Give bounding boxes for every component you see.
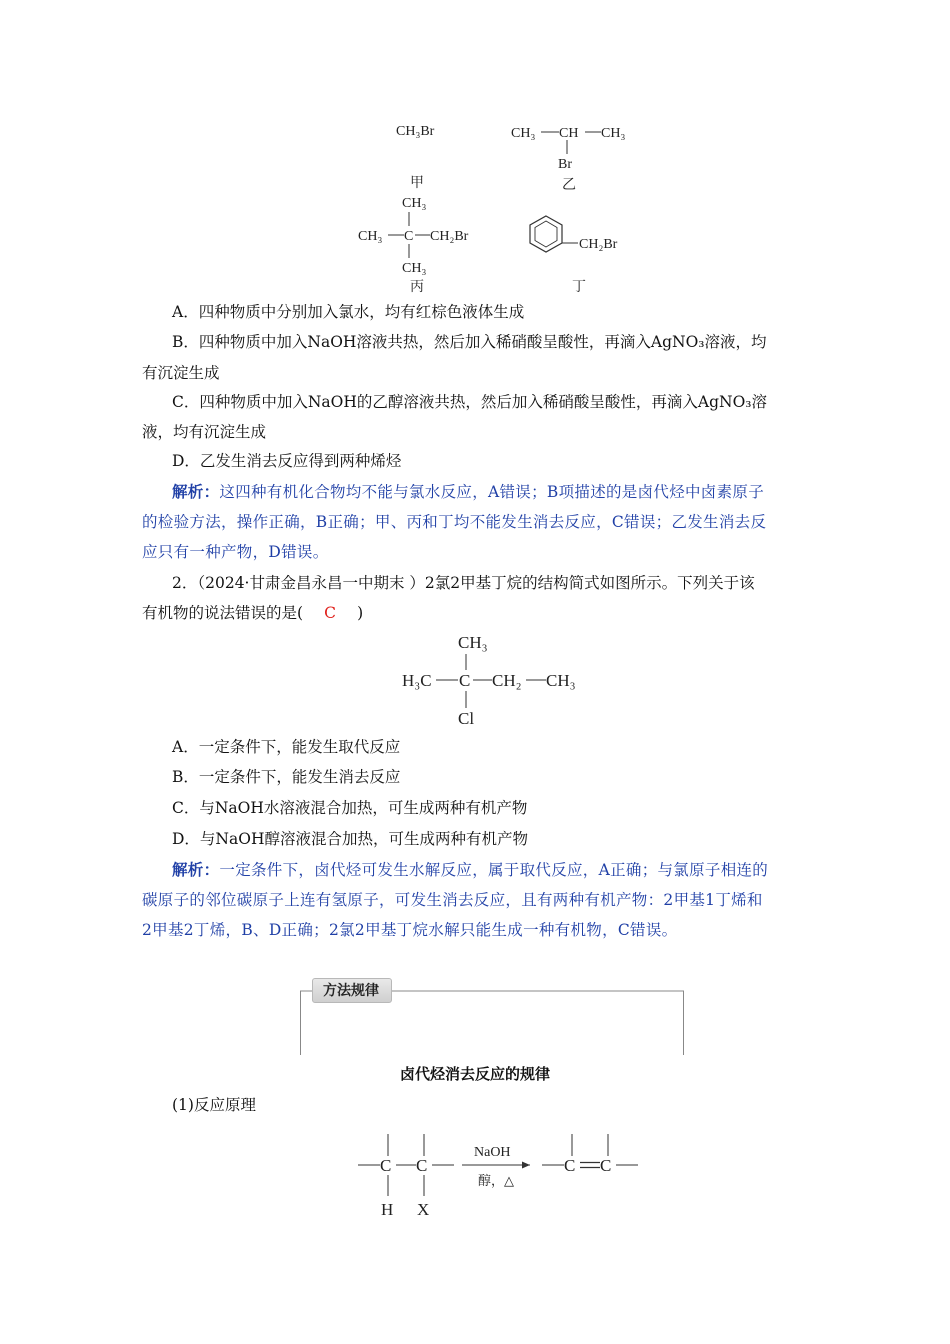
q2-option-c: C．与NaOH水溶液混合加热，可生成两种有机产物 [172,799,528,817]
q2-struct-top: CH₃ [458,633,488,652]
bing-top: CH₃ [402,196,427,211]
q1-option-b: B．四种物质中加入NaOH溶液共热，然后加入稀硝酸呈酸性，再滴入AgNO₃溶液，均 [172,333,767,351]
yi-right: CH₃ [601,126,626,141]
bing-center: C [404,229,414,244]
reactant-h: H [381,1200,394,1219]
structure-ding-label: 丁 [572,279,586,295]
q2-stem-line-2 [142,598,822,628]
ding-substituent: CH₂Br [579,237,618,252]
bing-left: CH₃ [358,229,383,244]
bing-bottom: CH₃ [402,261,427,276]
q2-struct-h3c: H₃C [402,671,432,690]
structure-jia-label: 甲 [410,175,424,191]
q2-option-b: B．一定条件下，能发生消去反应 [172,768,401,786]
q1-analysis-line-2: 的检验方法，操作正确，B正确；甲、丙和丁均不能发生消去反应，C错误；乙发生消去反 [142,513,767,531]
q1-analysis-text-1: 这四种有机化合物均不能与氯水反应，A错误；B项描述的是卤代烃中卤素原子 [219,483,764,501]
q1-option-c-cont: 液，均有沉淀生成 [142,423,267,441]
structure-bing-diagram [352,188,492,278]
product-c2: C [600,1156,612,1175]
q2-struct-cl: Cl [458,709,475,728]
method-item-1: (1)反应原理 [172,1096,256,1114]
q1-option-b-cont: 有沉淀生成 [142,364,220,382]
reactant-c1: C [380,1156,392,1175]
yi-center: CH [559,126,579,141]
q1-analysis-line-1 [172,477,822,507]
q2-option-d: D．与NaOH醇溶液混合加热，可生成两种有机产物 [172,830,528,848]
q2-analysis-text-1: 一定条件下，卤代烃可发生水解反应，属于取代反应，A正确；与氯原子相连的 [219,861,769,879]
reaction-reagent: NaOH [474,1145,511,1160]
reactant-c2: C [416,1156,428,1175]
q1-option-a: A．四种物质中分别加入氯水，均有红棕色液体生成 [172,303,525,321]
q2-option-a: A．一定条件下，能发生取代反应 [172,738,401,756]
q2-analysis-label: 解析： [172,860,220,879]
yi-left: CH₃ [511,126,536,141]
yi-sub: Br [558,157,572,172]
q2-stem-prefix: 有机物的说法错误的是( [142,604,304,622]
q1-analysis-line-3: 应只有一种产物，D错误。 [142,543,329,561]
q2-analysis-line-1 [172,855,822,885]
structure-bing-label: 丙 [410,279,424,295]
q2-analysis-line-3: 2甲基2丁烯，B、D正确；2氯2甲基丁烷水解只能生成一种有机物，C错误。 [142,921,678,939]
product-c1: C [564,1156,576,1175]
q2-struct-ch2: CH₂ [492,671,522,690]
structure-ding-diagram [524,212,634,262]
q2-analysis-line-2: 碳原子的邻位碳原子上连有氢原子，可发生消去反应，且有两种有机产物：2甲基1丁烯和 [142,891,763,909]
q1-option-d: D．乙发生消去反应得到两种烯烃 [172,452,402,470]
structure-jia-formula: CH₃Br [396,124,435,139]
q1-option-c: C．四种物质中加入NaOH的乙醇溶液共热，然后加入稀硝酸呈酸性，再滴入AgNO₃溶 [172,393,767,411]
q2-stem-suffix: ) [357,604,364,622]
method-tag: 方法规律 [312,978,392,1003]
method-title: 卤代烃消去反应的规律 [399,1065,550,1083]
q1-analysis-label: 解析： [172,482,220,501]
q2-struct-c: C [459,671,471,690]
q2-struct-ch3: CH₃ [546,671,576,690]
elimination-reaction-diagram [350,1128,650,1223]
reaction-condition: 醇，△ [478,1174,514,1189]
bing-right: CH₂Br [430,229,469,244]
q2-stem-line-1: 2．（2024·甘肃金昌永昌一中期末 ）2氯2甲基丁烷的结构简式如图所示。下列关于该 [172,574,755,592]
reactant-x: X [417,1200,430,1219]
structure-yi-label: 乙 [562,177,576,193]
q2-structure-diagram [398,628,598,732]
q2-answer: C [324,604,336,622]
